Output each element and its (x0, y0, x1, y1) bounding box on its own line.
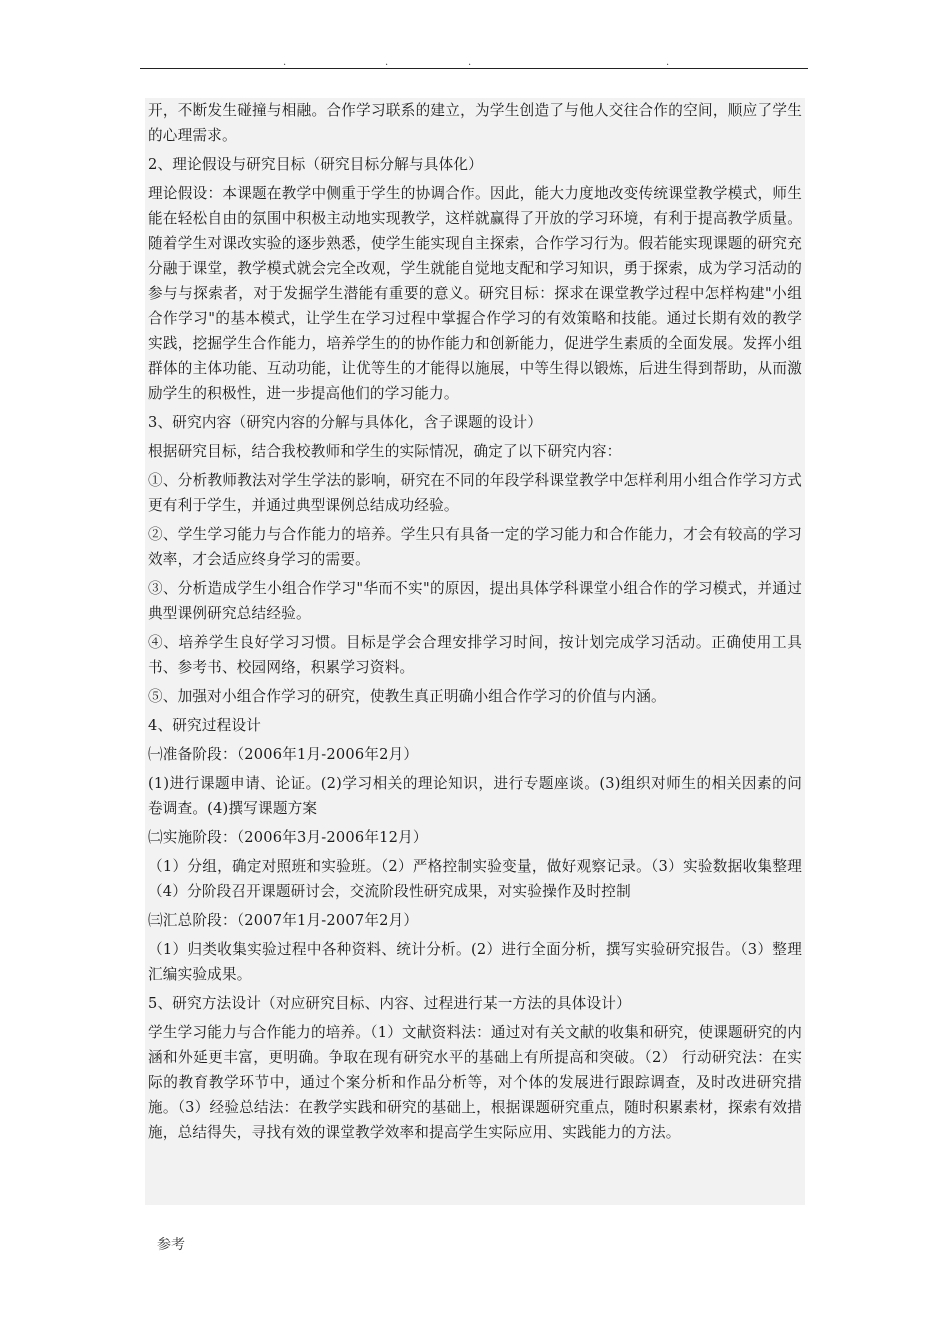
paragraph: 理论假设：本课题在教学中侧重于学生的协调合作。因此，能大力度地改变传统课堂教学模式，师生能在轻松自由的氛围中积极主动地实现教学，这样就赢得了开放的学习环境，有利于提高教学质量。随着学生对课改实验的逐步熟悉，使学生能实现自主探索，合作学习行为。假若能实现课题的研究充分融于课堂，教学模式就会完全改观，学生就能自觉地支配和学习知识，勇于探索，成为学习活动的参与与探索者，对于发掘学生潜能有重要的意义。研究目标：探求在课堂教学过程中怎样构建"小组合作学习"的基本模式，让学生在学习过程中掌握合作学习的有效策略和技能。通过长期有效的教学实践，挖掘学生合作能力，培养学生的的协作能力和创新能力，促进学生素质的全面发展。发挥小组群体的主体功能、互动功能，让优等生的才能得以施展，中等生得以锻炼，后进生得到帮助，从而激励学生的积极性，进一步提高他们的学习能力。 (148, 185, 802, 402)
header-dot: . (283, 57, 287, 68)
paragraph: (1)进行课题申请、论证。(2)学习相关的理论知识，进行专题座谈。(3)组织对师生的相关因素的问卷调查。(4)撰写课题方案 (148, 775, 802, 817)
paragraph: 根据研究目标，结合我校教师和学生的实际情况，确定了以下研究内容： (148, 443, 622, 460)
section-heading: 4、研究过程设计 (148, 717, 262, 734)
paragraph: 开，不断发生碰撞与相融。合作学习联系的建立，为学生创造了与他人交往合作的空间，顺应了学生的心理需求。 (148, 102, 802, 144)
section-heading: 3、研究内容（研究内容的分解与具体化，含子课题的设计） (148, 414, 543, 431)
header-dot: . (468, 57, 472, 68)
page-footer-label: 参考 (157, 1237, 185, 1253)
header-dot: . (385, 57, 389, 68)
list-item: ④、培养学生良好学习习惯。目标是学会合理安排学习时间，按计划完成学习活动。正确使用工具书、参考书、校园网络，积累学习资料。 (148, 634, 802, 676)
stage-heading: ㈠准备阶段：（2006年1月-2006年2月） (148, 746, 419, 763)
stage-heading: ㈡实施阶段：（2006年3月-2006年12月） (148, 829, 428, 846)
header-rule (140, 68, 808, 69)
section-heading: 5、研究方法设计（对应研究目标、内容、过程进行某一方法的具体设计） (148, 995, 631, 1012)
paragraph: 学生学习能力与合作能力的培养。（1）文献资料法：通过对有关文献的收集和研究，使课题研究的内涵和外延更丰富，更明确。争取在现有研究水平的基础上有所提高和突破。（2） 行动研究法：在实际的教育教学环节中，通过个案分析和作品分析等，对个体的发展进行跟踪调查，及时改进研究措施。（3）经验总结法：在教学实践和研究的基础上，根据课题研究重点，随时积累素材，探索有效措施，总结得失，寻找有效的课堂教学效率和提高学生实际应用、实践能力的方法。 (148, 1024, 802, 1141)
section-heading: 2、理论假设与研究目标（研究目标分解与具体化） (148, 156, 483, 173)
list-item: ②、学生学习能力与合作能力的培养。学生只有具备一定的学习能力和合作能力，才会有较高的学习效率，才会适应终身学习的需要。 (148, 526, 802, 568)
stage-heading: ㈢汇总阶段：（2007年1月-2007年2月） (148, 912, 419, 929)
list-item: ⑤、加强对小组合作学习的研究，使教生真正明确小组合作学习的价值与内涵。 (148, 688, 666, 705)
paragraph: （1）归类收集实验过程中各种资料、统计分析。(2）进行全面分析，撰写实验研究报告。（3）整理汇编实验成果。 (148, 941, 802, 983)
header-dot: . (666, 57, 670, 68)
list-item: ①、分析教师教法对学生学法的影响，研究在不同的年段学科课堂教学中怎样利用小组合作学习方式更有利于学生，并通过典型课例总结成功经验。 (148, 472, 802, 514)
list-item: ③、分析造成学生小组合作学习"华而不实"的原因，提出具体学科课堂小组合作的学习模式，并通过典型课例研究总结经验。 (148, 580, 802, 622)
paragraph: （1）分组，确定对照班和实验班。（2）严格控制实验变量，做好观察记录。（3）实验数据收集整理（4）分阶段召开课题研讨会，交流阶段性研究成果，对实验操作及时控制 (148, 858, 802, 900)
header-marks (0, 58, 950, 68)
document-body (145, 98, 805, 1205)
